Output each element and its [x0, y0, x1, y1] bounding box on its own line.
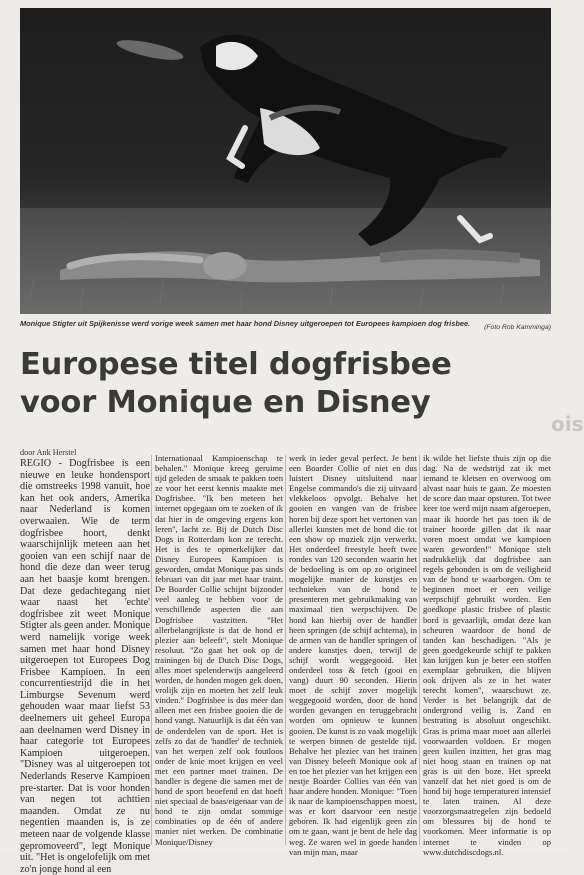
column-divider [151, 455, 152, 845]
byline: door Ank Herstel [20, 448, 77, 457]
headline-line-1: Europese titel dogfrisbee [20, 347, 452, 382]
frisbee-disc [115, 36, 184, 64]
headline-line-2: voor Monique en Disney [20, 385, 431, 420]
article-headline [20, 346, 551, 422]
photo-caption [20, 319, 551, 331]
article-column-3 [289, 453, 417, 857]
adjacent-article-fragment: ois [551, 412, 584, 436]
column-text: Internationaal Kampioenschap te behalen." Monique kreeg geruime tijd geleden de smaak te pakken toen ze voor het eerst kennis maakte met Dogfrisbee. "Ik ben meteen het internet opgegaan om te zoeken of ik dat hier in de omgeving ergens kon leren", lacht ze. Bij de Dutch Disc Dogs in Rotterdam kon ze terecht. Het is des te opmerkelijker dat Disney Europees Kampioen is geworden, omdat Monique pas sinds februari van dit jaar met haar traint. De Boarder Collie schijnt bijzonder veel aanleg te hebben voor de verschillende aspecten die aan Dogfrisbee vastzitten. "Het allerbelangrijkste is dat de hond er plezier aan beleeft", stelt Monique resoluut. "Zo gaat het ook op de trainingen bij de Dutch Disc Dogs, alles moet spelenderwijs aangeleerd worden, de honden mogen gek doen, vrolijk zijn en moeten het zelf leuk vinden." Dogfrisbee is dus meer dan alleen met een frisbee gooien die de hond vangt. Natuurlijk is dat één van de onderdelen van de sport. Het is zelfs zo dat de 'handler' de techniek van het werpen zelf ook foutloos onder de knie moet krijgen en veel met een partner moet trainen. De handler is degene die samen met de hond de sport beoefend en dat hoeft niet speciaal de baas/eigenaar van de hond te zijn omdat sommige combinaties op de één of andere manier niet werken. De combinatie Monique/Disney [155, 453, 283, 847]
column-text: werk in ieder geval perfect. Je bent een Boarder Collie of niet en dus luistert Disney uitsluitend naar Engelse commando's die zij uitvaard vlekkeloos opvolgt. Behalve het gooien en vangen van de frisbee horen bij deze sport het vertonen van allerlei kunsten met de hond die tot een show op muziek zijn verwerkt. Het onderdeel freestyle heeft twee rondes van 120 seconden waarin het de bedoeling is om op zo origineel mogelijke manier de kunstjes en technieken van de hond te presenteren met gebruikmaking van maximaal tien werpschijven. De hond kan hierbij over de handler heen springen (de schijf achterna), in de armen van de handler springen of andere kunstjes doen, terwijl de schijf wordt weggegooid. Het onderdeel toss & fetch (gooi en vang) duurt 90 seconden. Hierin moet de schijf zover mogelijk weggegooid worden, door de hond worden gevangen en teruggebracht worden om opnieuw te kunnen gooien. De kunst is zo vaak mogelijk te werpen binnen de gestelde tijd. Behalve het plezier van het trainen van Disney beleeft Monique ook af en toe het plezier van het krijgen een nestje Boarder Collies van één van haar andere honden. Monique: "Toen ik naar de kampioenschappen moest, was er kort daarvoor een nestje geboren. Ik had eigenlijk geen zin om te gaan, want je bent de hele dag weg. Ze waren wel in goede handen van mijn man, maar [289, 453, 417, 857]
article-column-2 [155, 453, 283, 847]
caption-text: Monique Stigter uit Spijkenisse werd vorige week samen met haar hond Disney uitgeroepen tot Europees kampioen dog frisbee. [20, 319, 471, 328]
photo-credit: (Foto Rob Kamminga) [484, 324, 551, 331]
article-photo [20, 8, 551, 314]
article-column-4 [423, 453, 551, 857]
article-column-1 [20, 458, 150, 875]
dog-frisbee-photo-illustration [20, 8, 551, 314]
column-text: ik wilde het liefste thuis zijn op die dag. Na de wedstrijd zat ik met iemand te kletsen en overwoog om alvast naar huis te gaan. Ze moesten de score dan maar opsturen. Tot twee keer toe werd mijn naam afgeroepen, maar ik hoorde het pas toen ik de trainer hoorde gillen dat ik naar voren moest omdat we kampioen waren geworden!" Monique stelt nadrukkelijk dat dogfrisbee aan regels gebonden is om de veiligheid van de hond te waarborgen. Om te beginnen moet er een veilige werpschijf gebruikt worden. Een goedkope plastic frisbee of plastic bord is gevaarlijk, omdat deze kan scheuren waardoor de hond de tanden kan beschadigen. "Als je geen goedgekeurde schijf te pakken kan krijgen kun je beter een stoffen exemplaar gebruiken, die blijven ook drijven als ze in het water terecht komen", waarschuwt ze. Verder is het belangrijk dat de ondergrond veilig is. Zand en bestrating is absoluut ongeschikt. Gras is prima maar moet aan allerlei voorwaarden voldoen. Er mogen geen kuilen inzitten, het gras mag niet hoog staan en trainen op nat gras is uit den boze. Het spreekt vanzelf dat het niet goed is om de hond bij hoge temperaturen intensief te laten trainen. Al deze voorzorgsmaatregelen zijn bedoeld om blessures bij de hond te voorkomen. Meer informatie is op internet te vinden op www.dutchdiscdogs.nl. [423, 453, 551, 857]
column-text: REGIO - Dogfrisbee is een nieuwe en leuke hondensport die omstreeks 1998 vanuit, hoe kan het ook anders, Amerika naar Nederland is komen overwaaien. Wie de term dogfrisbee hoort, denkt waarschijnlijk meteen aan het gooien van een schijf naar de hond die deze dan weer terug aan het baasje komt brengen. Dat deze gedachtegang niet waar naast het 'echte' dogfrisbee zit weet Monique Stigter als geen ander. Monique werd namelijk vorige week samen met haar hond Disney uitgeroepen tot Europees Dog Frisbee Kampioen. In een concurrentiestrijd die in het Limburgse Sevenum werd gehouden waar maar liefst 53 deelnemers uit geheel Europa aan deelnamen werd Disney in haar categorie tot Europees Kampioen uitgeroepen. "Disney was al uitgeroepen tot Nederlands Reserve Kampioen pre-starter. Dat is voor honden van negen tot achttien maanden. Omdat ze nu negentien maanden is, is ze meteen naar de volgende klasse gepromoveerd", legt Monique uit. "Het is ongelofelijk om met zo'n jonge hond al een [20, 458, 150, 875]
column-divider [285, 455, 286, 845]
column-divider [419, 455, 420, 845]
